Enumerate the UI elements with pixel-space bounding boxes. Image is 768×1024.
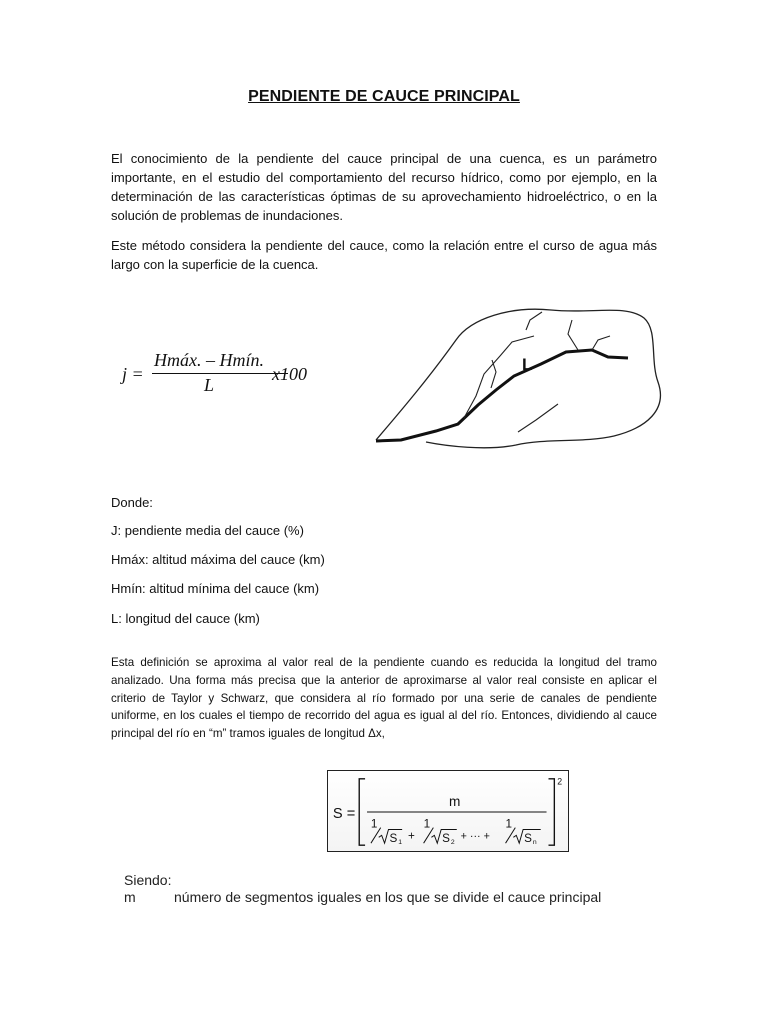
slope-formula — [118, 350, 318, 400]
ellipsis: + ··· + — [460, 830, 490, 843]
siendo-m-symbol: m — [124, 889, 136, 905]
formula-multiplier: x100 — [272, 364, 307, 384]
formula-lhs: j = — [122, 364, 144, 384]
formula-s-exponent: 2 — [557, 776, 563, 787]
tributary-2 — [491, 360, 496, 388]
tributary-1 — [464, 336, 534, 418]
tributary-3 — [526, 312, 542, 330]
term2-s: S — [442, 832, 450, 846]
plus-1: + — [408, 829, 415, 843]
formula-s-lhs: S = — [332, 805, 356, 822]
method-paragraph: Este método considera la pendiente del cauce, como la relación entre el curso de agua más largo con la superficie de la cuenca. — [111, 238, 657, 272]
fraction-bar — [152, 373, 288, 374]
definition-hmin: Hmín: altitud mínima del cauce (km) — [111, 581, 320, 596]
term2-sub: 2 — [450, 839, 455, 847]
siendo-m-description: número de segmentos iguales en los que se divide el cauce principal — [174, 889, 602, 905]
formula-s-render — [328, 771, 568, 851]
termn-sub: n — [532, 839, 537, 847]
definition-hmax: Hmáx: altitud máxima del cauce (km) — [111, 552, 325, 567]
left-bracket — [359, 779, 365, 845]
right-bracket — [548, 779, 554, 845]
definitions-title: Donde: — [111, 495, 153, 510]
tributary-6 — [518, 404, 558, 432]
formula-s-numerator: m — [448, 794, 461, 810]
termn-s: S — [524, 832, 532, 846]
definition-l: L: longitud del cauce (km) — [111, 611, 260, 626]
taylor-schwarz-paragraph: Esta definición se aproxima al valor real de la pendiente cuando es reducida la longitud del tramo analizado. Una forma más precisa que la anterior de aproximarse al valor real consiste en aplicar el criterio de Taylor y Schwarz, que considera al río formado por una serie de canales de pendiente uniforme, en los cuales el tiempo de recorrido del agua es igual al del río. Entonces, dividiendo al cauce principal del río en “m” tramos iguales de longitud Δx, — [111, 656, 657, 741]
termn-one: 1 — [505, 817, 513, 831]
page-title: PENDIENTE DE CAUCE PRINCIPAL — [248, 88, 520, 105]
tributary-5 — [592, 336, 610, 350]
tributary-4 — [568, 320, 578, 350]
intro-paragraph: El conocimiento de la pendiente del cauce principal de una cuenca, es un parámetro importante, en el estudio del comportamiento del recurso hídrico, como por ejemplo, en la determinación de las características óptimas de su aprovechamiento hidroeléctrico, o en la solución de problemas de inundaciones. — [111, 151, 657, 223]
siendo-title: Siendo: — [124, 872, 172, 888]
term1-s: S — [389, 832, 398, 846]
basin-diagram — [346, 300, 678, 460]
term2-one: 1 — [423, 817, 431, 831]
definition-j: J: pendiente media del cauce (%) — [111, 523, 304, 538]
formula-denominator: L — [204, 375, 215, 395]
taylor-schwarz-formula — [327, 770, 569, 852]
length-label: L — [522, 355, 533, 374]
term1-one: 1 — [370, 817, 378, 831]
basin-outline — [376, 309, 660, 448]
basin-sketch — [346, 300, 678, 460]
formula-numerator: Hmáx. – Hmín. — [154, 350, 264, 370]
term1-sub: 1 — [398, 839, 403, 847]
